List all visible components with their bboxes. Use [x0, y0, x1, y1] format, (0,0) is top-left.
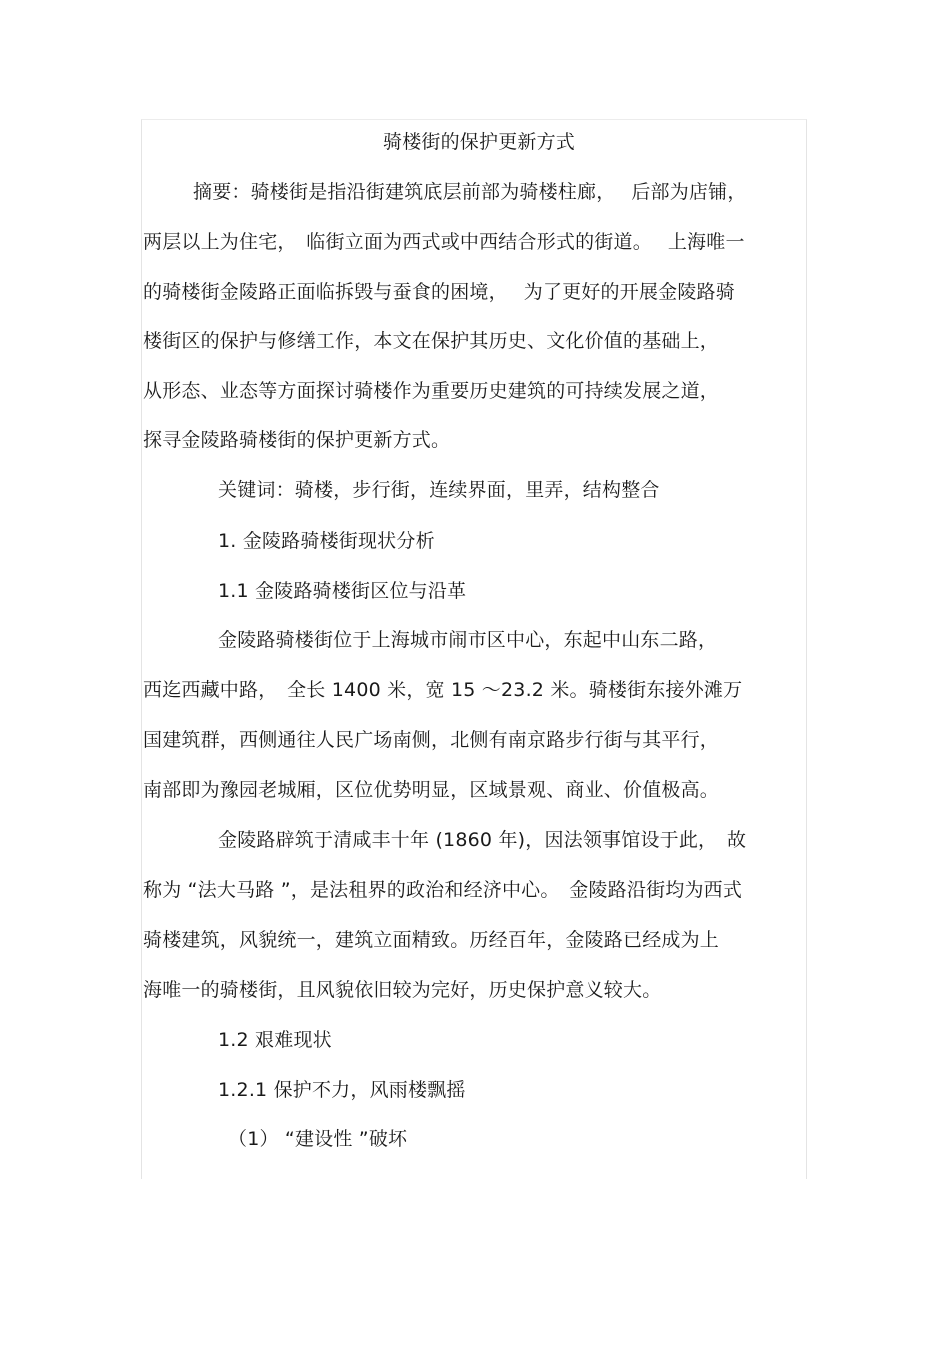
body-line: 南部即为豫园老城厢，区位优势明显，区域景观、商业、价值极高。	[143, 779, 720, 801]
keywords-line: 关键词：骑楼，步行街，连续界面，里弄，结构整合	[218, 479, 660, 501]
abstract-line: 从形态、业态等方面探讨骑楼作为重要历史建筑的可持续发展之道，	[143, 380, 720, 402]
body-line: 国建筑群，西侧通往人民广场南侧，北侧有南京路步行街与其平行，	[143, 729, 720, 751]
body-line: 金陵路辟筑于清咸丰十年 (1860 年)，因法领事馆设于此， 故	[218, 829, 747, 851]
body-line: 金陵路骑楼街位于上海城市闹市区中心，东起中山东二路，	[218, 629, 718, 651]
section-heading: 1. 金陵路骑楼街现状分析	[218, 530, 435, 552]
body-line: 西迄西藏中路， 全长 1400 米，宽 15 ～23.2 米。骑楼街东接外滩万	[143, 679, 743, 701]
body-line: 海唯一的骑楼街，且风貌依旧较为完好，历史保护意义较大。	[143, 979, 662, 1001]
abstract-line: 的骑楼街金陵路正面临拆毁与蚕食的困境， 为了更好的开展金陵路骑	[143, 281, 735, 303]
abstract-line: 两层以上为住宅， 临街立面为西式或中西结合形式的街道。 上海唯一	[143, 231, 745, 253]
list-item-heading: （1） “建设性 ”破坏	[228, 1128, 408, 1150]
document-title: 骑楼街的保护更新方式	[383, 131, 576, 153]
abstract-line: 探寻金陵路骑楼街的保护更新方式。	[143, 429, 451, 451]
body-line: 称为 “法大马路 ”，是法租界的政治和经济中心。 金陵路沿街均为西式	[143, 879, 743, 901]
abstract-line: 楼街区的保护与修缮工作，本文在保护其历史、文化价值的基础上，	[143, 330, 720, 352]
body-line: 骑楼建筑，风貌统一，建筑立面精致。历经百年，金陵路已经成为上	[143, 929, 720, 951]
subsection-heading: 1.1 金陵路骑楼街区位与沿革	[218, 580, 467, 602]
subsection-heading: 1.2 艰难现状	[218, 1029, 332, 1051]
abstract-line: 摘要：骑楼街是指沿街建筑底层前部为骑楼柱廊， 后部为店铺，	[193, 181, 747, 203]
subsubsection-heading: 1.2.1 保护不力，风雨楼飘摇	[218, 1079, 466, 1101]
